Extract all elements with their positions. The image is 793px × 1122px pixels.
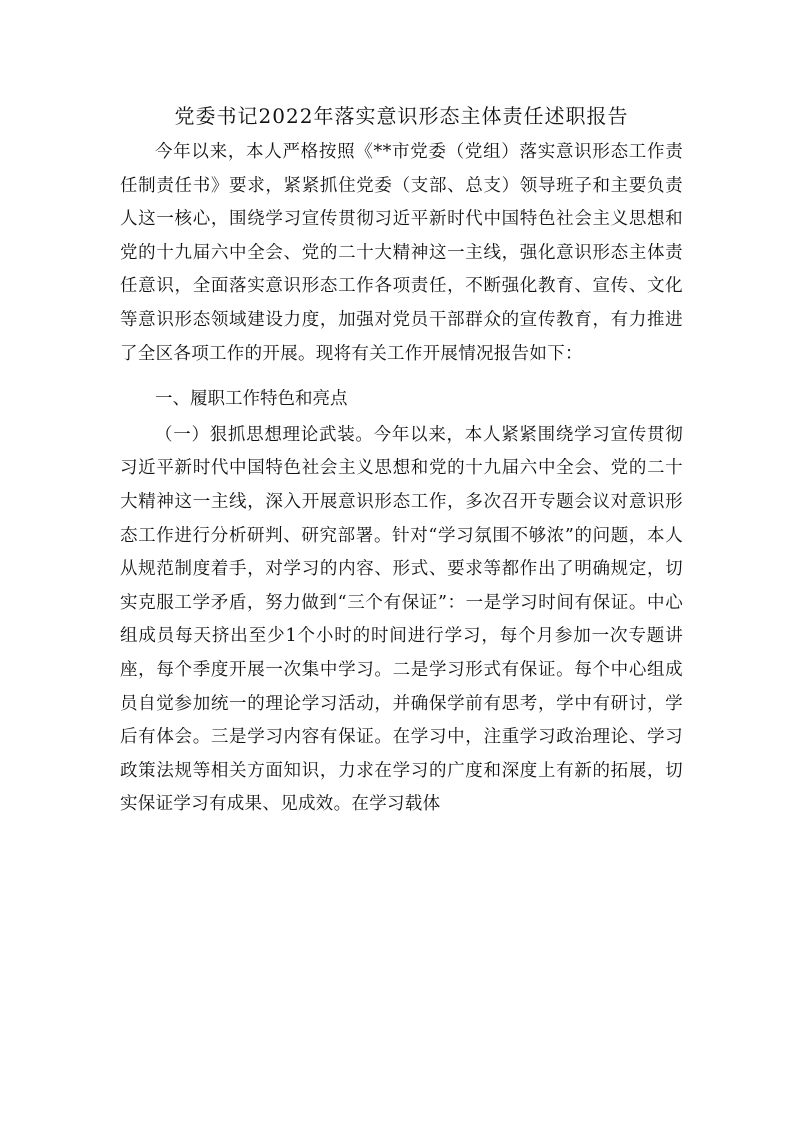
document-body [120, 98, 683, 822]
intro-paragraph: 今年以来，本人严格按照《**市党委（党组）落实意识形态工作责任制责任书》要求，紧紧抓住党委（支部、总支）领导班子和主要负责人这一核心，围绕学习宣传贯彻习近平新时代中国特色社会主义思想和党的十九届六中全会、党的二十大精神这一主线，强化意识形态主体责任意识，全面落实意识形态工作各项责任，不断强化教育、宣传、文化等意识形态领域建设力度，加强对党员干部群众的宣传教育，有力推进了全区各项工作的开展。现将有关工作开展情况报告如下： [120, 142, 683, 364]
section-paragraph: （一）狠抓思想理论武装。今年以来，本人紧紧围绕学习宣传贯彻习近平新时代中国特色社会主义思想和党的十九届六中全会、党的二十大精神这一主线，深入开展意识形态工作，多次召开专题会议对意识形态工作进行分析研判、研究部署。针对“学习氛围不够浓”的问题，本人从规范制度着手，对学习的内容、形式、要求等都作出了明确规定，切实克服工学矛盾，努力做到“三个有保证”：一是学习时间有保证。中心组成员每天挤出至少1个小时的时间进行学习，每个月参加一次专题讲座，每个季度开展一次集中学习。二是学习形式有保证。每个中心组成员自觉参加统一的理论学习活动，并确保学前有思考，学中有研讨，学后有体会。三是学习内容有保证。在学习中，注重学习政治理论、学习政策法规等相关方面知识，力求在学习的广度和深度上有新的拓展，切实保证学习有成果、见成效。在学习载体 [120, 424, 683, 815]
section-heading: 一、履职工作特色和亮点 [155, 389, 348, 410]
document-title: 党委书记2022年落实意识形态主体责任述职报告 [174, 104, 629, 128]
